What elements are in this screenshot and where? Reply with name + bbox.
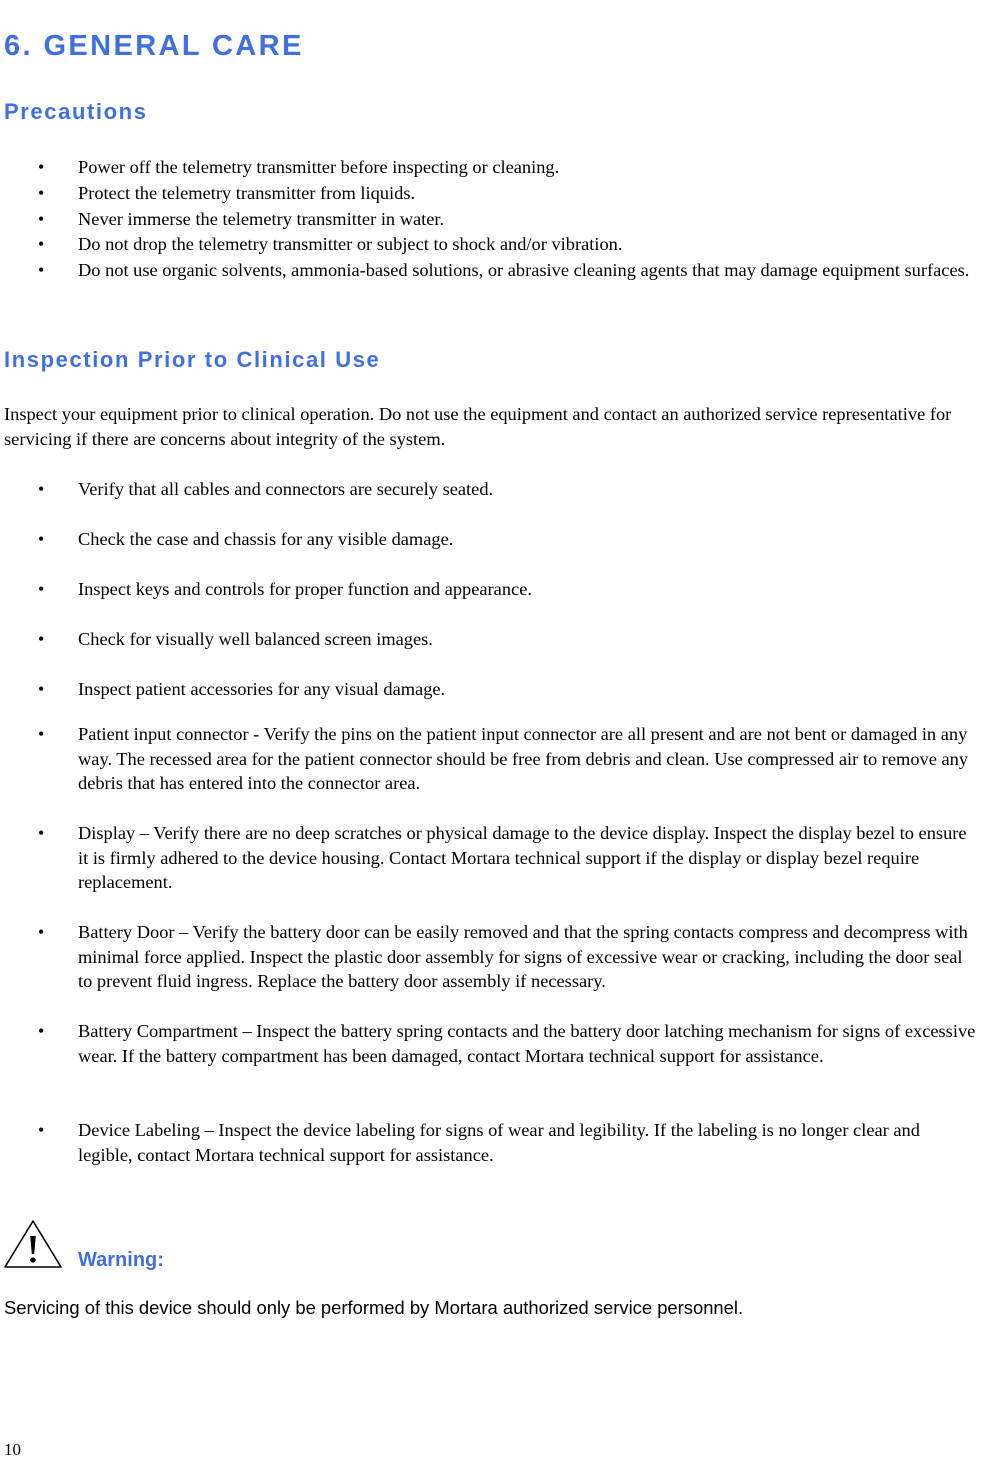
bullet-icon: • bbox=[38, 479, 45, 499]
warning-triangle-icon bbox=[3, 1219, 63, 1269]
bullet-icon: • bbox=[38, 579, 45, 599]
bullet-icon: • bbox=[38, 183, 45, 203]
page-number: 10 bbox=[4, 1440, 21, 1459]
bullet-icon: • bbox=[38, 724, 45, 744]
bullet-icon: • bbox=[38, 922, 45, 942]
bullet-icon: • bbox=[38, 157, 45, 177]
inspection-intro: Inspect your equipment prior to clinical operation. Do not use the equipment and contact an authorized service representative for servicing if there are concerns about integrity of the system. bbox=[4, 404, 952, 449]
bullet-icon: • bbox=[38, 209, 45, 229]
bullet-icon: • bbox=[38, 1120, 45, 1140]
bullet-icon: • bbox=[38, 679, 45, 699]
warning-text: Servicing of this device should only be performed by Mortara authorized service personnel. bbox=[4, 1297, 744, 1318]
bullet-icon: • bbox=[38, 260, 45, 280]
bullet-icon: • bbox=[38, 234, 45, 254]
precautions-heading: Precautions bbox=[4, 99, 148, 124]
inspection-heading: Inspection Prior to Clinical Use bbox=[4, 347, 381, 372]
bullet-icon: • bbox=[38, 1021, 45, 1041]
section-title: 6. GENERAL CARE bbox=[4, 30, 304, 62]
bullet-icon: • bbox=[38, 529, 45, 549]
bullet-icon: • bbox=[38, 629, 45, 649]
warning-label: Warning: bbox=[78, 1249, 164, 1271]
bullet-icon: • bbox=[38, 823, 45, 843]
